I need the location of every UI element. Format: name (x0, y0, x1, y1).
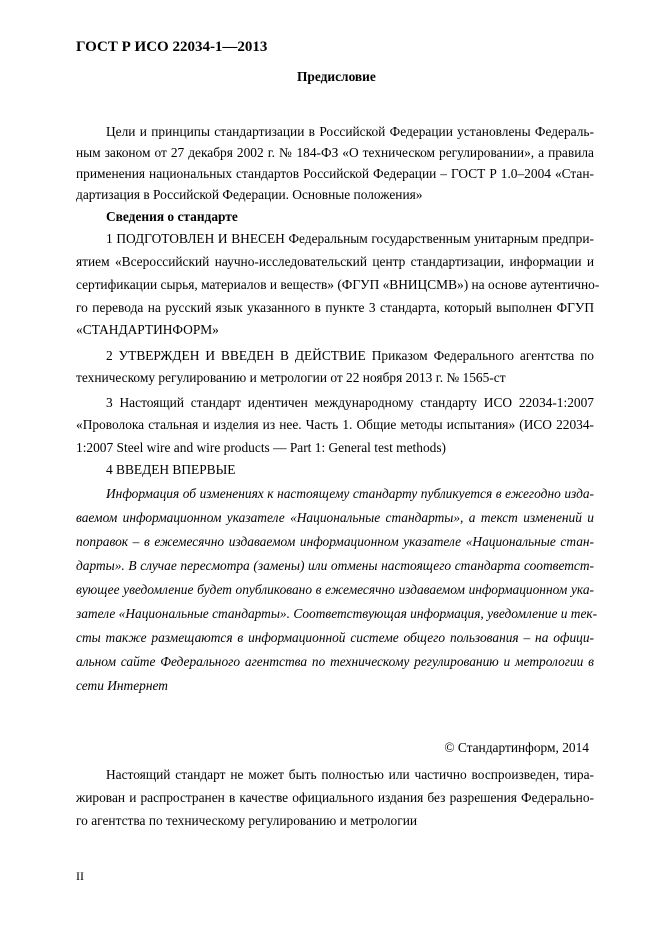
page-number: II (76, 869, 84, 883)
intro-line: дартизация в Российской Федерации. Основные положения» (76, 187, 423, 202)
info-heading: Сведения о стандарте (106, 209, 238, 224)
reproduction-line: Настоящий стандарт не может быть полностью или частично воспроизведен, тира- (106, 767, 594, 782)
notice-line: Информация об изменениях к настоящему стандарту публикуется в ежегодно изда- (106, 486, 594, 501)
intro-line: Цели и принципы стандартизации в Российской Федерации установлены Федераль- (106, 124, 594, 139)
item3-line: 3 Настоящий стандарт идентичен международному стандарту ИСО 22034-1:2007 (106, 395, 594, 410)
notice-line: сты также размещаются в информационной системе общего пользования – на офици- (76, 630, 594, 645)
intro-line: ным законом от 27 декабря 2002 г. № 184-ФЗ «О техническом регулировании», а правила (76, 145, 594, 160)
notice-line: сети Интернет (76, 678, 168, 693)
notice-line: зателе «Национальные стандарты». Соответствующая информация, уведомление и тек- (76, 606, 598, 621)
notice-line: поправок – в ежемесячно издаваемом информационном указателе «Национальные стан- (76, 534, 594, 549)
item3-line: «Проволока стальная и изделия из нее. Часть 1. Общие методы испытания» (ИСО 22034- (76, 417, 594, 432)
item2-line: 2 УТВЕРЖДЕН И ВВЕДЕН В ДЕЙСТВИЕ Приказом Федерального агентства по (106, 348, 594, 363)
notice-line: ваемом информационном указателе «Национальные стандарты», а текст изменений и (76, 510, 594, 525)
reproduction-line: жирован и распространен в качестве официального издания без разрешения Федерально- (76, 790, 594, 805)
item1-line: ятием «Всероссийский научно-исследовательский центр стандартизации, информации и (76, 254, 594, 269)
item2-line: техническому регулированию и метрологии от 22 ноября 2013 г. № 1565-ст (76, 370, 506, 385)
item1-line: 1 ПОДГОТОВЛЕН И ВНЕСЕН Федеральным государственным унитарным предпри- (106, 231, 594, 246)
item1-line: го перевода на русский язык указанного в пункте 3 стандарта, который выполнен ФГУП (76, 300, 594, 315)
notice-line: вующее уведомление будет опубликовано в ежемесячно издаваемом информационном ука- (76, 582, 594, 597)
item4-line: 4 ВВЕДЕН ВПЕРВЫЕ (106, 462, 236, 477)
notice-line: дарты». В случае пересмотра (замены) или отмены настоящего стандарта соответст- (76, 558, 594, 573)
item1-line: сертификации сырья, материалов и веществ» (ФГУП «ВНИЦСМВ») на основе аутентично- (76, 277, 600, 292)
notice-line: альном сайте Федерального агентства по техническому регулированию и метрологии в (76, 654, 594, 669)
document-header: ГОСТ Р ИСО 22034-1—2013 (76, 39, 268, 55)
copyright: © Стандартинформ, 2014 (444, 740, 589, 755)
item1-line: «СТАНДАРТИНФОРМ» (76, 322, 219, 337)
preface-title: Предисловие (297, 69, 376, 84)
reproduction-line: го агентства по техническому регулированию и метрологии (76, 813, 418, 828)
item3-line: 1:2007 Steel wire and wire products — Part 1: General test methods) (76, 440, 447, 455)
intro-line: применения национальных стандартов Российской Федерации – ГОСТ Р 1.0–2004 «Стан- (76, 166, 594, 181)
